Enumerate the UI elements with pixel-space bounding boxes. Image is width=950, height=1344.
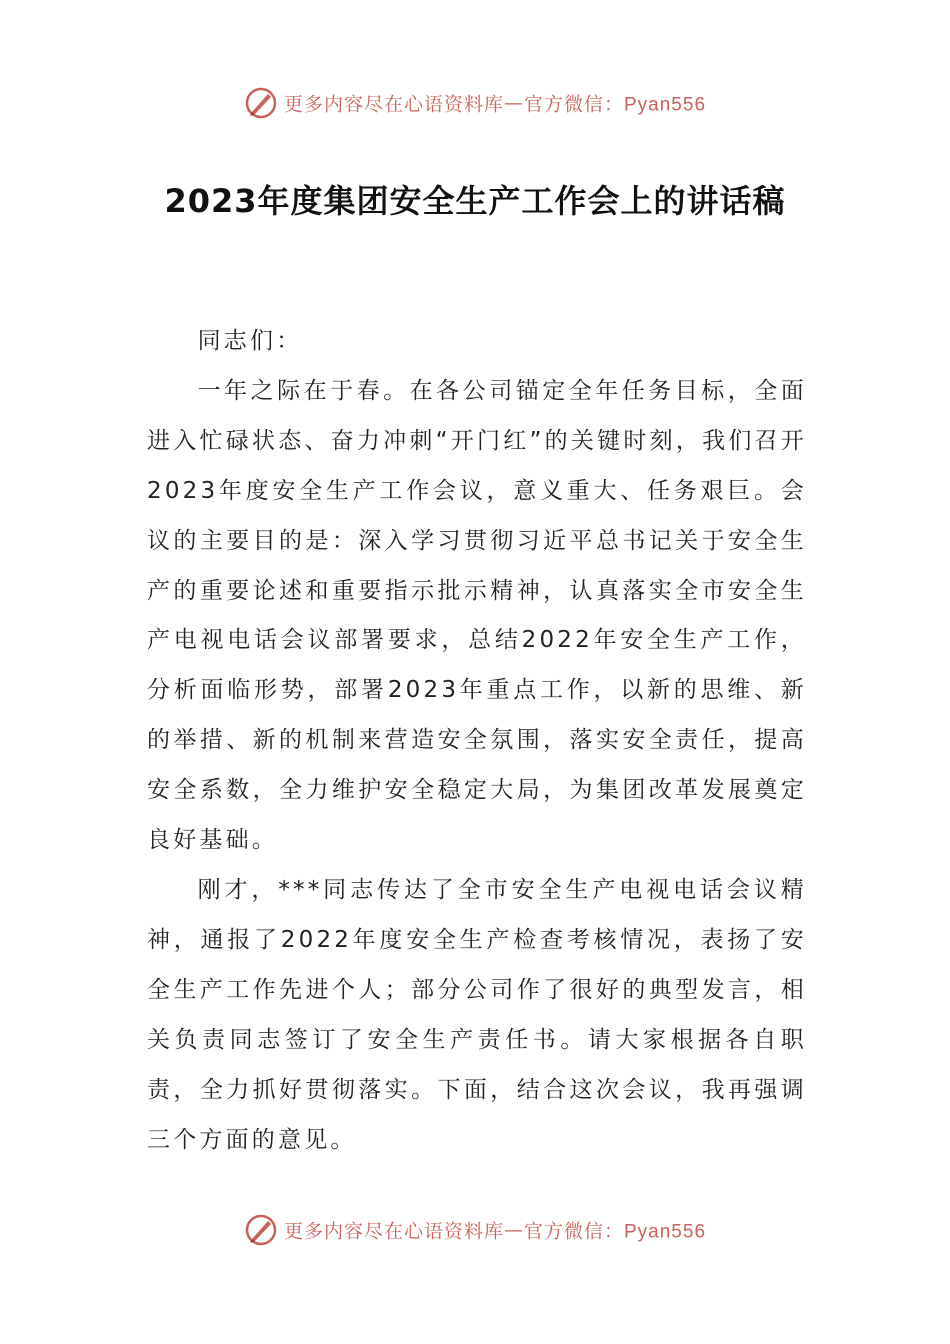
pen-logo-icon	[244, 86, 278, 120]
document-title: 2023年度集团安全生产工作会上的讲话稿	[164, 182, 786, 220]
banner-separator: —	[504, 92, 524, 114]
footer-watermark-banner	[0, 1213, 950, 1247]
pen-logo-icon	[244, 1213, 278, 1247]
document-body	[147, 317, 807, 1165]
salutation: 同志们：	[197, 328, 303, 354]
banner-separator: —	[504, 1219, 524, 1241]
banner-wechat: 官方微信：Pyan556	[524, 1221, 707, 1243]
banner-text: 更多内容尽在心语资料库	[283, 93, 504, 116]
banner-text: 更多内容尽在心语资料库	[283, 1220, 504, 1243]
paragraph-2: 刚才，***同志传达了全市安全生产电视电话会议精神，通报了2022年度安全生产检查考核情况，表扬了安全生产工作先进个人；部分公司作了很好的典型发言，相关负责同志签订了安全生产责任书。请大家根据各自职责，全力抓好贯彻落实。下面，结合这次会议，我再强调三个方面的意见。	[147, 876, 807, 1153]
header-watermark-banner	[0, 86, 950, 120]
banner-wechat: 官方微信：Pyan556	[524, 94, 707, 116]
paragraph-1: 一年之际在于春。在各公司锚定全年任务目标，全面进入忙碌状态、奋力冲刺“开门红”的关键时刻，我们召开2023年度安全生产工作会议，意义重大、任务艰巨。会议的主要目的是：深入学习贯彻习近平总书记关于安全生产的重要论述和重要指示批示精神，认真落实全市安全生产电视电话会议部署要求，总结2022年安全生产工作，分析面临形势，部署2023年重点工作，以新的思维、新的举措、新的机制来营造安全氛围，落实安全责任，提高安全系数，全力维护安全稳定大局，为集团改革发展奠定良好基础。	[147, 377, 807, 854]
